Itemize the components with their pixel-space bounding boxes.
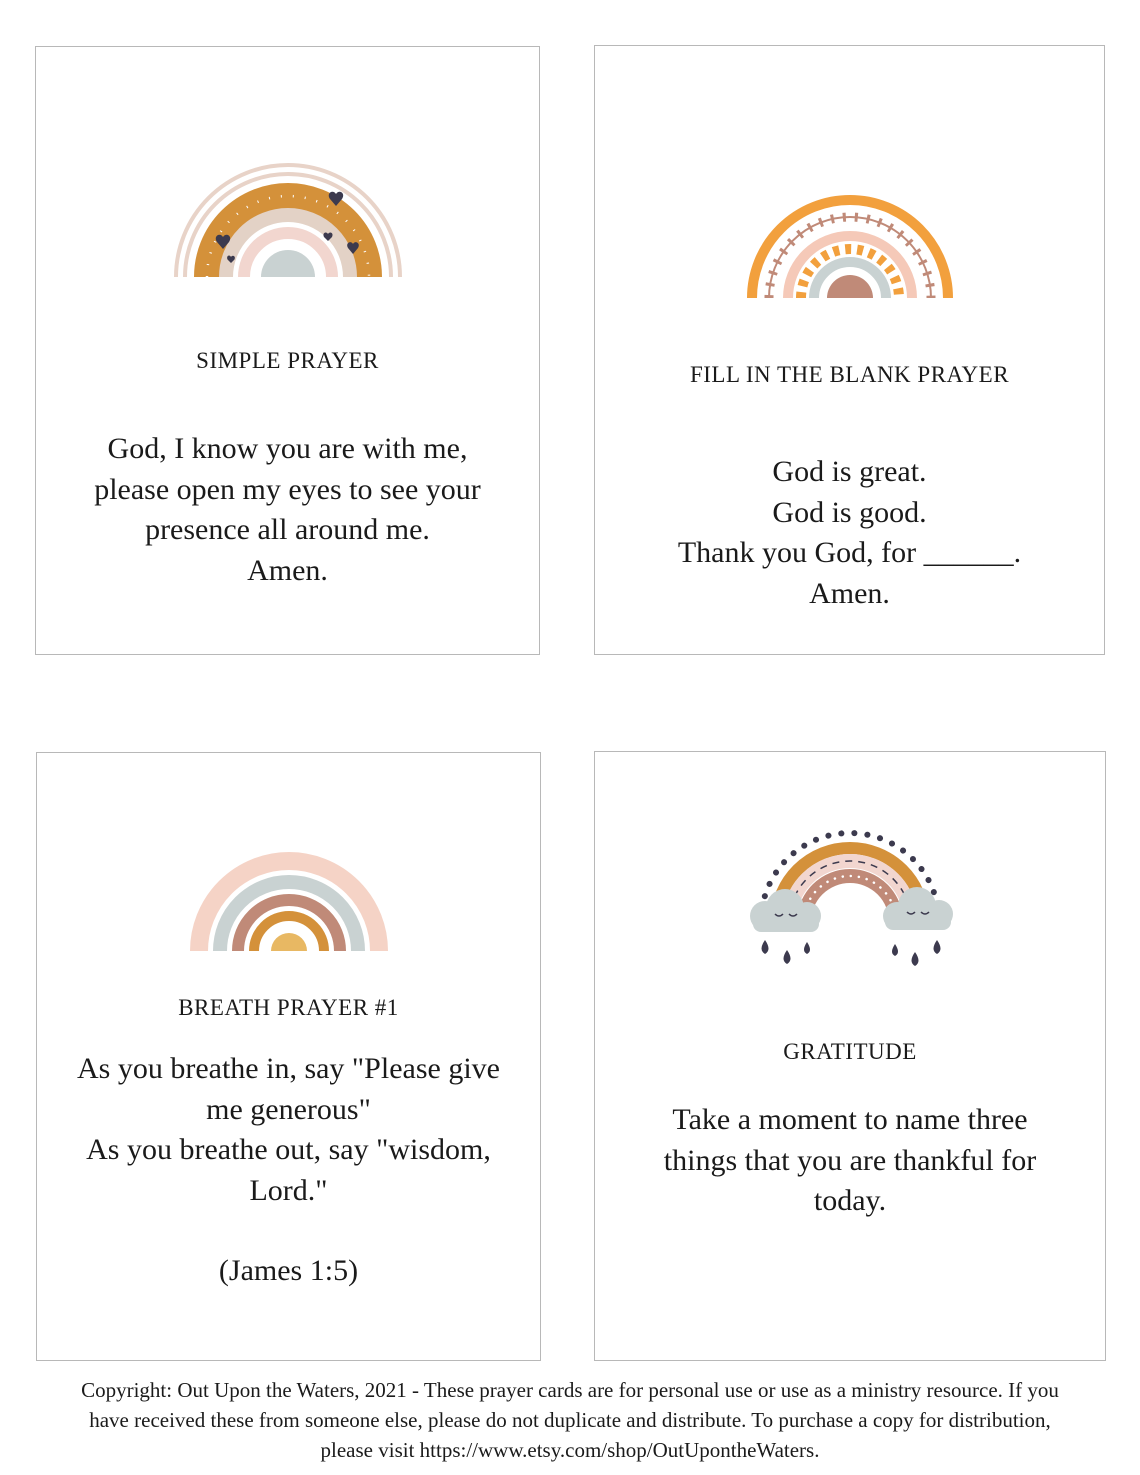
card-line: As you breathe in, say "Please give: [77, 1052, 500, 1085]
card-line: Lord.": [249, 1173, 328, 1207]
card-line: Take a moment to name three: [672, 1103, 1028, 1136]
card-line: Amen.: [247, 553, 328, 587]
rainbow-pastel-icon: [189, 793, 389, 953]
card-body: [625, 1100, 1075, 1222]
card-line: God is great.: [772, 455, 927, 488]
footer-line: please visit https://www.etsy.com/shop/OutUpontheWaters.: [320, 1438, 820, 1462]
card-body: [625, 452, 1074, 614]
copyright-notice: [10, 1375, 1130, 1465]
card-title: FILL IN THE BLANK PRAYER: [689, 362, 1010, 387]
rainbow-boho-icon: [743, 150, 957, 300]
card-line: God, I know you are with me,: [107, 432, 468, 465]
scripture-reference: (James 1:5): [218, 1254, 359, 1287]
card-line: things that you are thankful for: [663, 1143, 1037, 1177]
card-line: please open my eyes to see your: [94, 472, 481, 506]
prayer-card-simple: [35, 46, 540, 655]
footer-line: have received these from someone else, please do not duplicate and distribute. To purchase a copy for distribution,: [89, 1408, 1051, 1432]
rainbow-clouds-icon: [745, 788, 955, 984]
prayer-card-breath: [36, 752, 541, 1361]
card-line: Thank you God, for ______.: [677, 536, 1022, 569]
card-line: As you breathe out, say "wisdom,: [86, 1133, 491, 1166]
prayer-card-fill-in-blank: [594, 45, 1105, 655]
card-title: GRATITUDE: [783, 1039, 917, 1064]
card-line: Amen.: [809, 576, 890, 610]
card-line: me generous": [206, 1092, 371, 1126]
card-body: [67, 1049, 510, 1211]
card-line: presence all around me.: [145, 513, 430, 546]
card-body: [66, 429, 509, 591]
rainbow-hearts-icon: [168, 131, 408, 281]
card-title: BREATH PRAYER #1: [178, 995, 399, 1020]
card-title: SIMPLE PRAYER: [196, 348, 379, 373]
card-line: God is good.: [772, 495, 927, 529]
card-line: today.: [813, 1184, 887, 1217]
footer-line: Copyright: Out Upon the Waters, 2021 - These prayer cards are for personal use or use as a ministry resource. If you: [81, 1378, 1059, 1402]
prayer-card-gratitude: [594, 751, 1106, 1361]
